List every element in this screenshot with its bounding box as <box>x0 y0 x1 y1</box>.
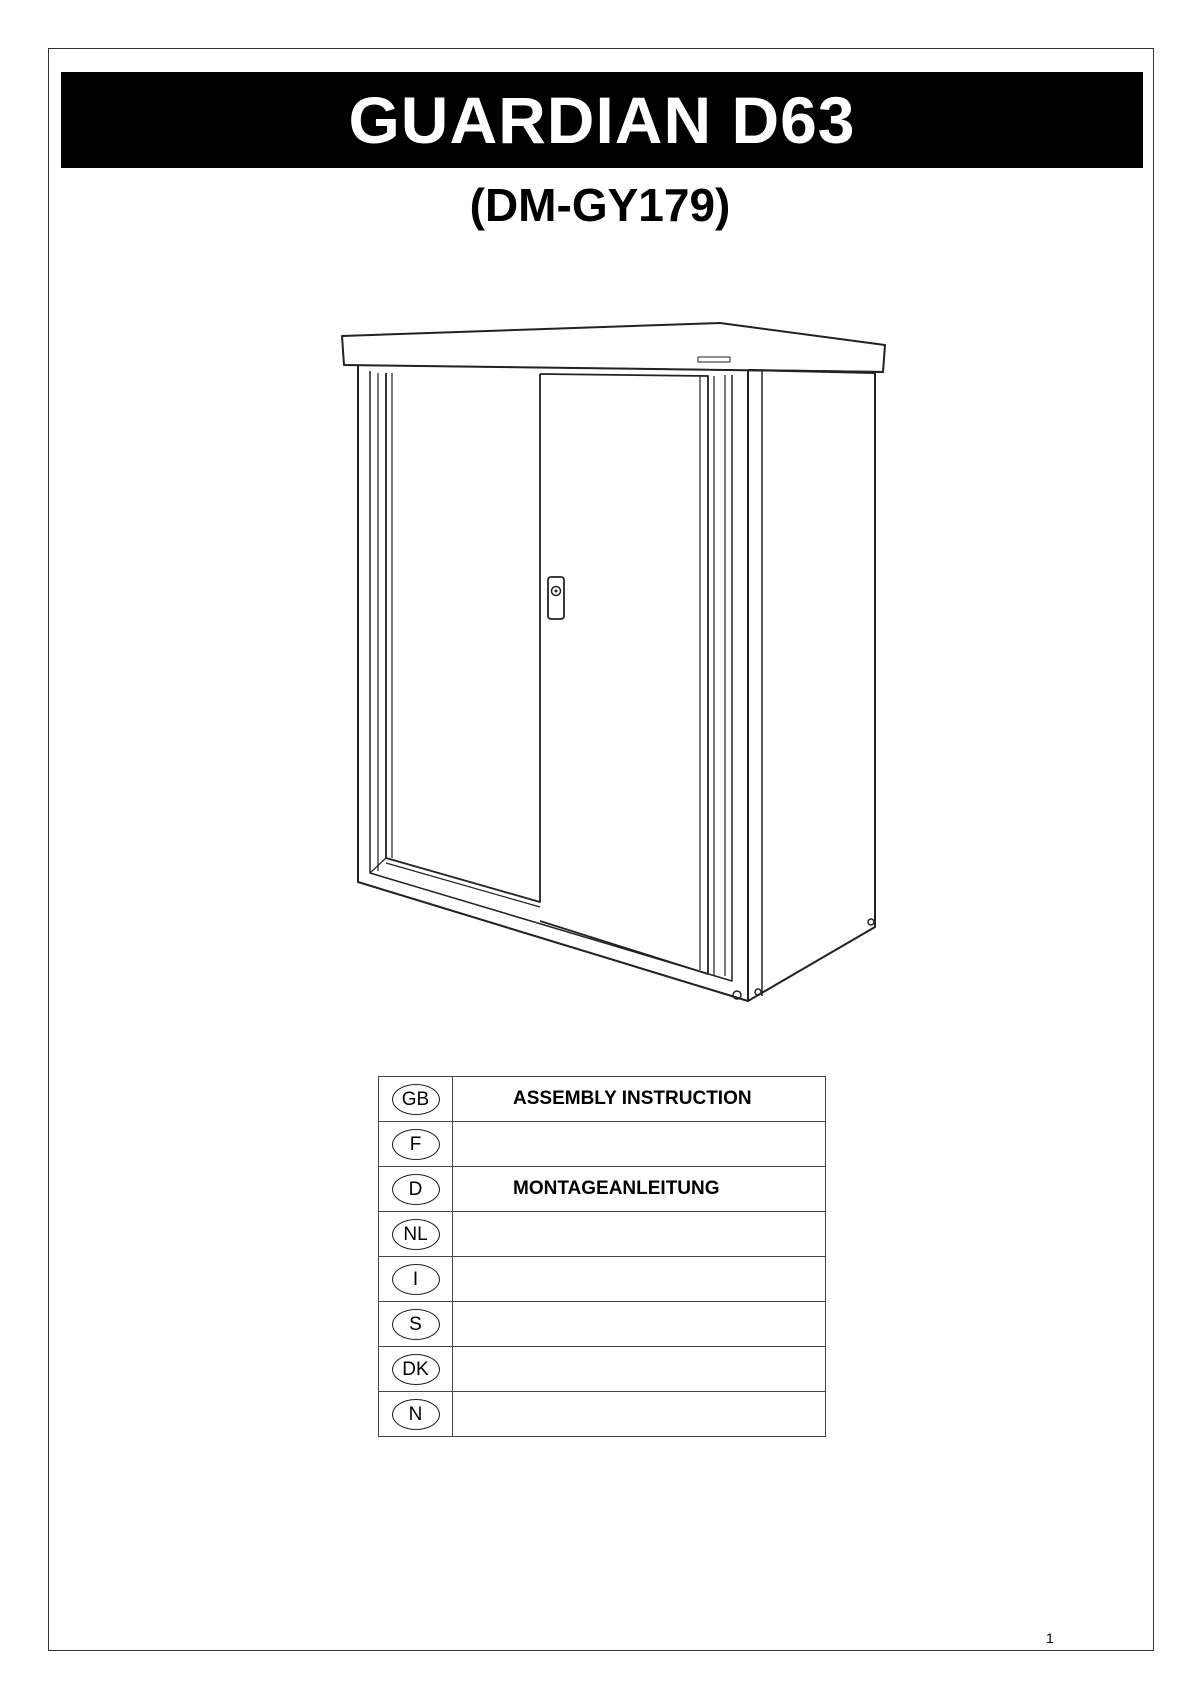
language-row <box>379 1122 826 1167</box>
language-row <box>379 1167 826 1212</box>
language-label <box>453 1122 826 1167</box>
language-code-badge: N <box>392 1399 440 1430</box>
language-row <box>379 1392 826 1437</box>
language-label: ASSEMBLY INSTRUCTION <box>453 1077 826 1122</box>
language-label <box>453 1392 826 1437</box>
language-code-badge: I <box>392 1264 440 1295</box>
language-row <box>379 1302 826 1347</box>
language-row <box>379 1212 826 1257</box>
language-code-badge: D <box>392 1174 440 1205</box>
language-code-badge: DK <box>392 1354 440 1385</box>
language-label: MONTAGEANLEITUNG <box>453 1167 826 1212</box>
language-table <box>378 1076 826 1437</box>
language-label <box>453 1257 826 1302</box>
language-row <box>379 1077 826 1122</box>
model-code: (DM-GY179) <box>469 179 731 231</box>
language-label <box>453 1212 826 1257</box>
shed-illustration <box>330 315 890 1015</box>
language-label <box>453 1302 826 1347</box>
language-code-badge: F <box>392 1129 440 1160</box>
language-row <box>379 1347 826 1392</box>
language-label <box>453 1347 826 1392</box>
language-code-badge: NL <box>392 1219 440 1250</box>
page-number: 1 <box>1046 1630 1054 1646</box>
language-row <box>379 1257 826 1302</box>
language-code-badge: GB <box>392 1084 440 1115</box>
document-title: GUARDIAN D63 <box>61 72 1143 168</box>
language-code-badge: S <box>392 1309 440 1340</box>
